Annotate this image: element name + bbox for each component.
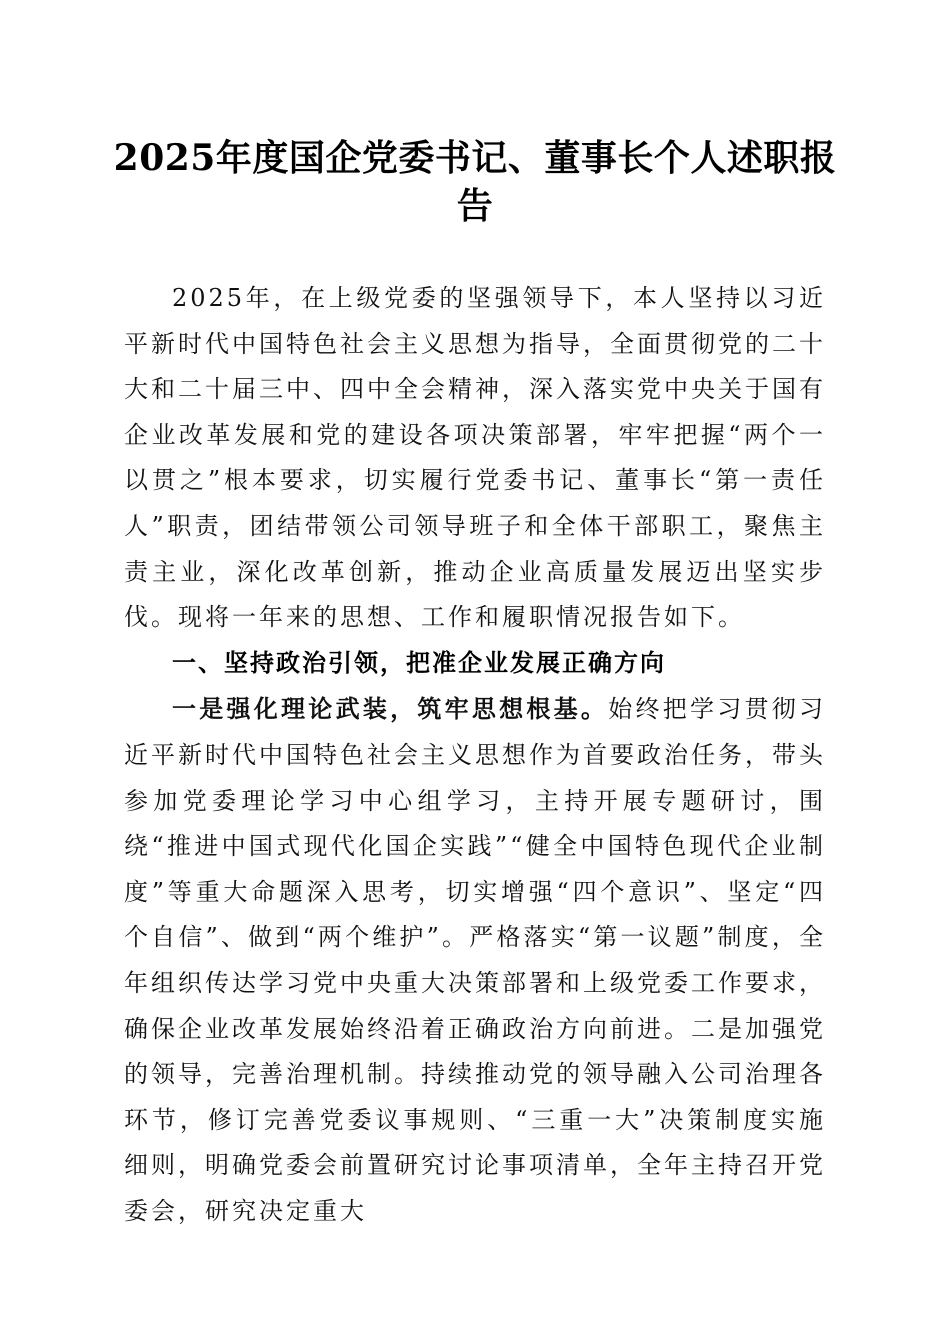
- section-paragraph: [124, 686, 826, 1234]
- point-text: 始终把学习贯彻习近平新时代中国特色社会主义思想作为首要政治任务，带头参加党委理论学习中心组学习，主持开展专题研讨，围绕“推进中国式现代化国企实践”“健全中国特色现代企业制度”等重大命题深入思考，切实增强“四个意识”、坚定“四个自信”、做到“两个维护”。严格落实“第一议题”制度，全年组织传达学习党中央重大决策部署和上级党委工作要求，确保企业改革发展始终沿着正确政治方向前进。: [124, 695, 827, 1043]
- section-heading: 一、坚持政治引领，把准企业发展正确方向: [172, 648, 666, 677]
- intro-paragraph: 2025年，在上级党委的坚强领导下，本人坚持以习近平新时代中国特色社会主义思想为指导，全面贯彻党的二十大和二十届三中、四中全会精神，深入落实党中央关于国有企业改革发展和党的建设各项决策部署，牢牢把握“两个一以贯之”根本要求，切实履行党委书记、董事长“第一责任人”职责，团结带领公司领导班子和全体干部职工，聚焦主责主业，深化改革创新，推动企业高质量发展迈出坚实步伐。现将一年来的思想、工作和履职情况报告如下。: [124, 284, 826, 632]
- point-text: 持续推动党的领导融入公司治理各环节，修订完善党委议事规则、“三重一大”决策制度实施细则，明确党委会前置研究讨论事项清单，全年主持召开党委会，研究决定重大: [124, 1060, 826, 1225]
- point-lead: 二是加强党的领导，完善治理机制。: [124, 1014, 826, 1089]
- point-lead: 一是强化理论武装，筑牢思想根基。: [172, 694, 609, 724]
- document-body: [124, 276, 826, 1234]
- document-title: 2025年度国企党委书记、董事长个人述职报告: [113, 137, 837, 227]
